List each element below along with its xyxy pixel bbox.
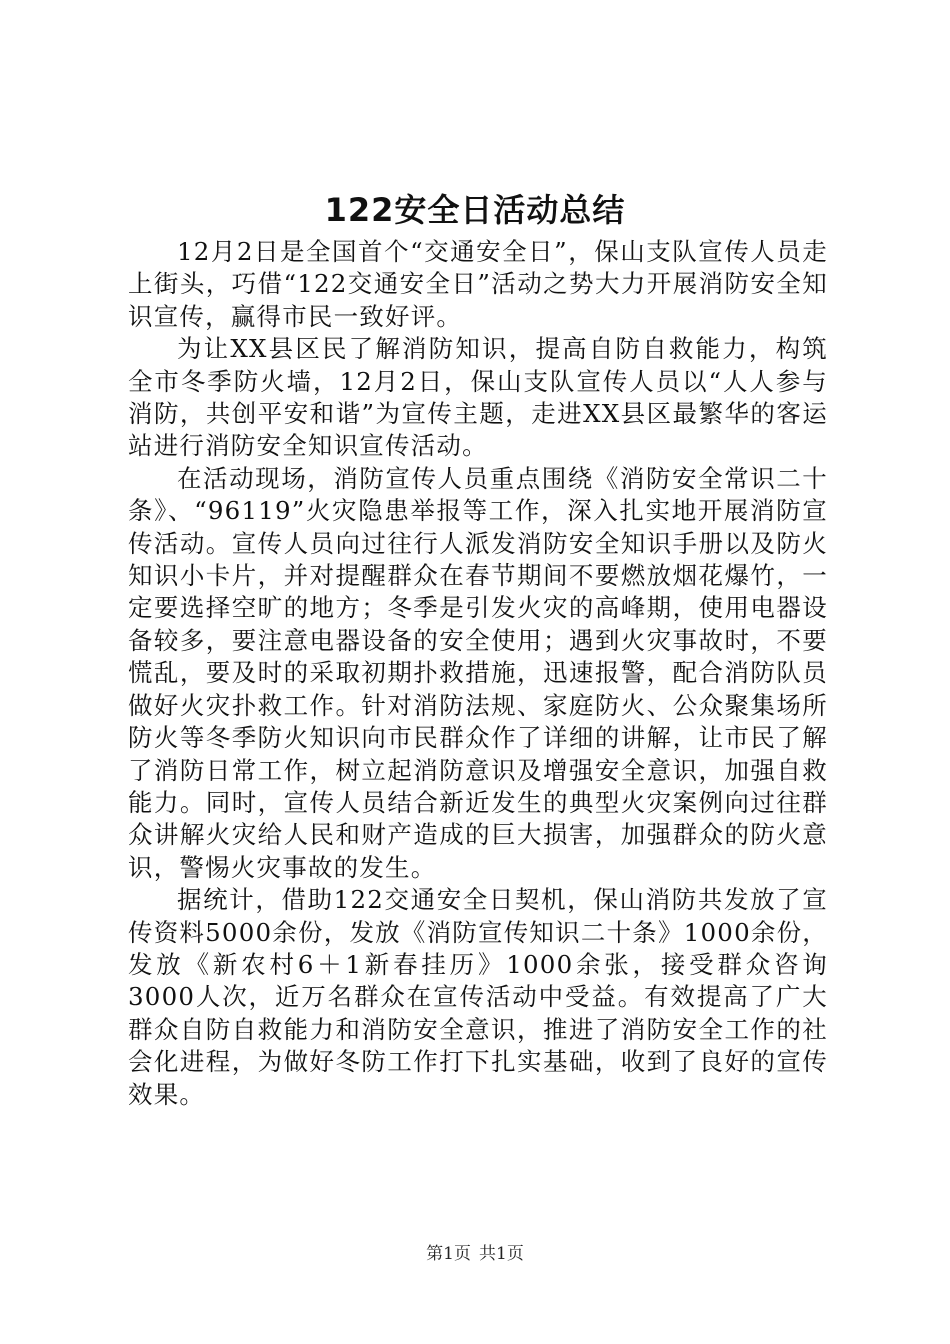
paragraph: 为让XX县区民了解消防知识，提高自防自救能力，构筑全市冬季防火墙，12月2日，保山支队宣传人员以“人人参与消防，共创平安和谐”为宣传主题，走进XX县区最繁华的客运站进行消防安全知识宣传活动。 (128, 334, 828, 461)
page-total: 共1页 (479, 1244, 524, 1264)
page-number: 第1页 (426, 1244, 471, 1264)
paragraph: 12月2日是全国首个“交通安全日”，保山支队宣传人员走上街头，巧借“122交通安全日”活动之势大力开展消防安全知识宣传，赢得市民一致好评。 (128, 237, 828, 331)
page-footer (0, 1242, 950, 1266)
paragraph: 在活动现场，消防宣传人员重点围绕《消防安全常识二十条》、“96119”火灾隐患举报等工作，深入扎实地开展消防宣传活动。宣传人员向过往行人派发消防安全知识手册以及防火知识小卡片，并对提醒群众在春节期间不要燃放烟花爆竹，一定要选择空旷的地方；冬季是引发火灾的高峰期，使用电器设备较多，要注意电器设备的安全使用；遇到火灾事故时，不要慌乱，要及时的采取初期扑救措施，迅速报警，配合消防队员做好火灾扑救工作。针对消防法规、家庭防火、公众聚集场所防火等冬季防火知识向市民群众作了详细的讲解，让市民了解了消防日常工作，树立起消防意识及增强安全意识，加强自救能力。同时，宣传人员结合新近发生的典型火灾案例向过往群众讲解火灾给人民和财产造成的巨大损害，加强群众的防火意识，警惕火灾事故的发生。 (128, 463, 828, 882)
document-title: 122安全日活动总结 (324, 191, 626, 229)
paragraph: 据统计，借助122交通安全日契机，保山消防共发放了宣传资料5000余份，发放《消防宣传知识二十条》1000余份，发放《新农村6＋1新春挂历》1000余张，接受群众咨询3000人次，近万名群众在宣传活动中受益。有效提高了广大群众自防自救能力和消防安全意识，推进了消防安全工作的社会化进程，为做好冬防工作打下扎实基础，收到了良好的宣传效果。 (128, 885, 828, 1109)
document-body (128, 236, 828, 1111)
